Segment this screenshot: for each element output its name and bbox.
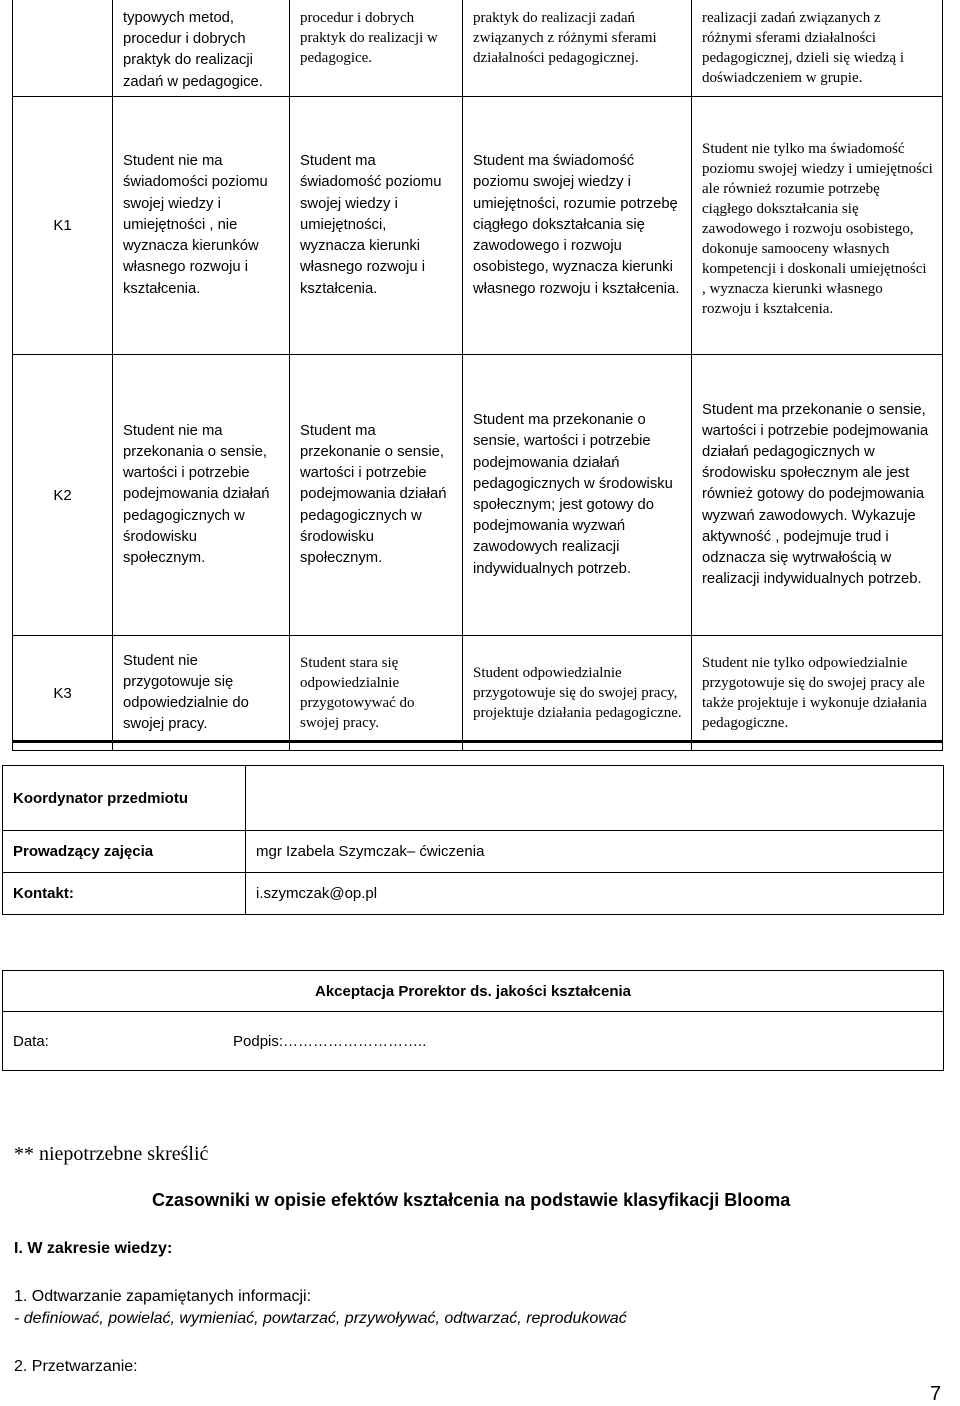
grade-5-cell: Student ma przekonanie o sensie, wartości i potrzebie podejmowania działań pedagogicznych w środowisku społecznym ale jest również gotowy do podejmowania wyzwań zawodowych. Wykazuje aktywność , podejmuje trud i odznacza się wytrwałością w realizacji indywidualnych potrzeb. bbox=[692, 355, 943, 636]
signature-label: Podpis:……………………….. bbox=[233, 1032, 427, 1050]
instructor-label: Prowadzący zajęcia bbox=[3, 831, 246, 873]
instructor-row bbox=[3, 831, 944, 873]
verb-list: - definiować, powielać, wymieniać, powtarzać, przywoływać, odtwarzać, reprodukować bbox=[14, 1310, 627, 1327]
assessment-criteria-table bbox=[12, 0, 943, 751]
grade-2-cell: Student nie przygotowuje się odpowiedzialnie do swojej pracy. bbox=[113, 636, 290, 751]
coordinator-row bbox=[3, 766, 944, 831]
grade-3-cell: Student ma przekonanie o sensie, wartości i potrzebie podejmowania działań pedagogicznych w środowisku społecznym. bbox=[290, 355, 463, 636]
coordinator-value bbox=[246, 766, 944, 831]
grade-4-cell: Student ma świadomość poziomu swojej wiedzy i umiejętności, rozumie potrzebę ciągłego dokształcania się zawodowego i rozwoju osobistego, wyznacza kierunki własnego rozwoju i kształcenia. bbox=[463, 97, 692, 355]
signature-row bbox=[3, 1012, 944, 1071]
grade-3-cell: Student stara się odpowiedzialnie przygotowywać do swojej pracy. bbox=[290, 636, 463, 751]
grade-3-cell: procedur i dobrych praktyk do realizacji w pedagogice. bbox=[290, 0, 463, 97]
grade-2-cell: typowych metod, procedur i dobrych praktyk do realizacji zadań w pedagogice. bbox=[113, 0, 290, 97]
page-number: 7 bbox=[930, 1383, 942, 1405]
section-heading: Czasowniki w opisie efektów kształcenia na podstawie klasyfikacji Blooma bbox=[152, 1190, 791, 1210]
list-item-title: 1. Odtwarzanie zapamiętanych informacji: bbox=[14, 1288, 312, 1305]
row-code: K2 bbox=[13, 355, 113, 636]
grade-3-cell: Student ma świadomość poziomu swojej wiedzy i umiejętności, wyznacza kierunki własnego rozwoju i kształcenia. bbox=[290, 97, 463, 355]
row-code bbox=[13, 0, 113, 97]
grade-4-cell: praktyk do realizacji zadań związanych z różnymi sferami działalności pedagogicznej. bbox=[463, 0, 692, 97]
coordinator-label: Koordynator przedmiotu bbox=[3, 766, 246, 831]
grade-5-cell: Student nie tylko ma świadomość poziomu swojej wiedzy i umiejętności ale również rozumie potrzebę ciągłego dokształcania się zawodowego i rozwoju osobistego, dokonuje samooceny własnych kompetencji i doskonali umiejętności , wyznacza kierunki własnego rozwoju i kształcenia. bbox=[692, 97, 943, 355]
acceptance-title: Akceptacja Prorektor ds. jakości kształcenia bbox=[3, 971, 944, 1012]
list-item-title: 2. Przetwarzanie: bbox=[14, 1358, 138, 1375]
grade-4-cell: Student ma przekonanie o sensie, wartości i potrzebie podejmowania działań pedagogicznych w środowisku społecznym; jest gotowy do podejmowania wyzwań zawodowych realizacji indywidualnych potrzeb. bbox=[463, 355, 692, 636]
table-row bbox=[13, 636, 943, 751]
row-code: K1 bbox=[13, 97, 113, 355]
table-bottom-border bbox=[12, 740, 942, 743]
section-title: I. W zakresie wiedzy: bbox=[14, 1240, 173, 1257]
row-code: K3 bbox=[13, 636, 113, 751]
table-row bbox=[13, 97, 943, 355]
instructor-value: mgr Izabela Szymczak– ćwiczenia bbox=[246, 831, 944, 873]
footnote: ** niepotrzebne skreślić bbox=[14, 1143, 209, 1165]
date-label: Data: bbox=[13, 1032, 49, 1050]
acceptance-table bbox=[2, 970, 944, 1071]
grade-2-cell: Student nie ma przekonania o sensie, wartości i potrzebie podejmowania działań pedagogicznych w środowisku społecznym. bbox=[113, 355, 290, 636]
grade-2-cell: Student nie ma świadomości poziomu swojej wiedzy i umiejętności , nie wyznacza kierunków własnego rozwoju i kształcenia. bbox=[113, 97, 290, 355]
coordinator-table bbox=[2, 765, 944, 915]
contact-row bbox=[3, 873, 944, 915]
grade-5-cell: Student nie tylko odpowiedzialnie przygotowuje się do swojej pracy ale także projektuje i wykonuje działania pedagogiczne. bbox=[692, 636, 943, 751]
contact-email: i.szymczak@op.pl bbox=[246, 873, 944, 915]
table-row bbox=[13, 0, 943, 97]
table-row bbox=[13, 355, 943, 636]
grade-4-cell: Student odpowiedzialnie przygotowuje się do swojej pracy, projektuje działania pedagogiczne. bbox=[463, 636, 692, 751]
contact-label: Kontakt: bbox=[3, 873, 246, 915]
grade-5-cell: realizacji zadań związanych z różnymi sferami działalności pedagogicznej, dzieli się wiedzą i doświadczeniem w grupie. bbox=[692, 0, 943, 97]
